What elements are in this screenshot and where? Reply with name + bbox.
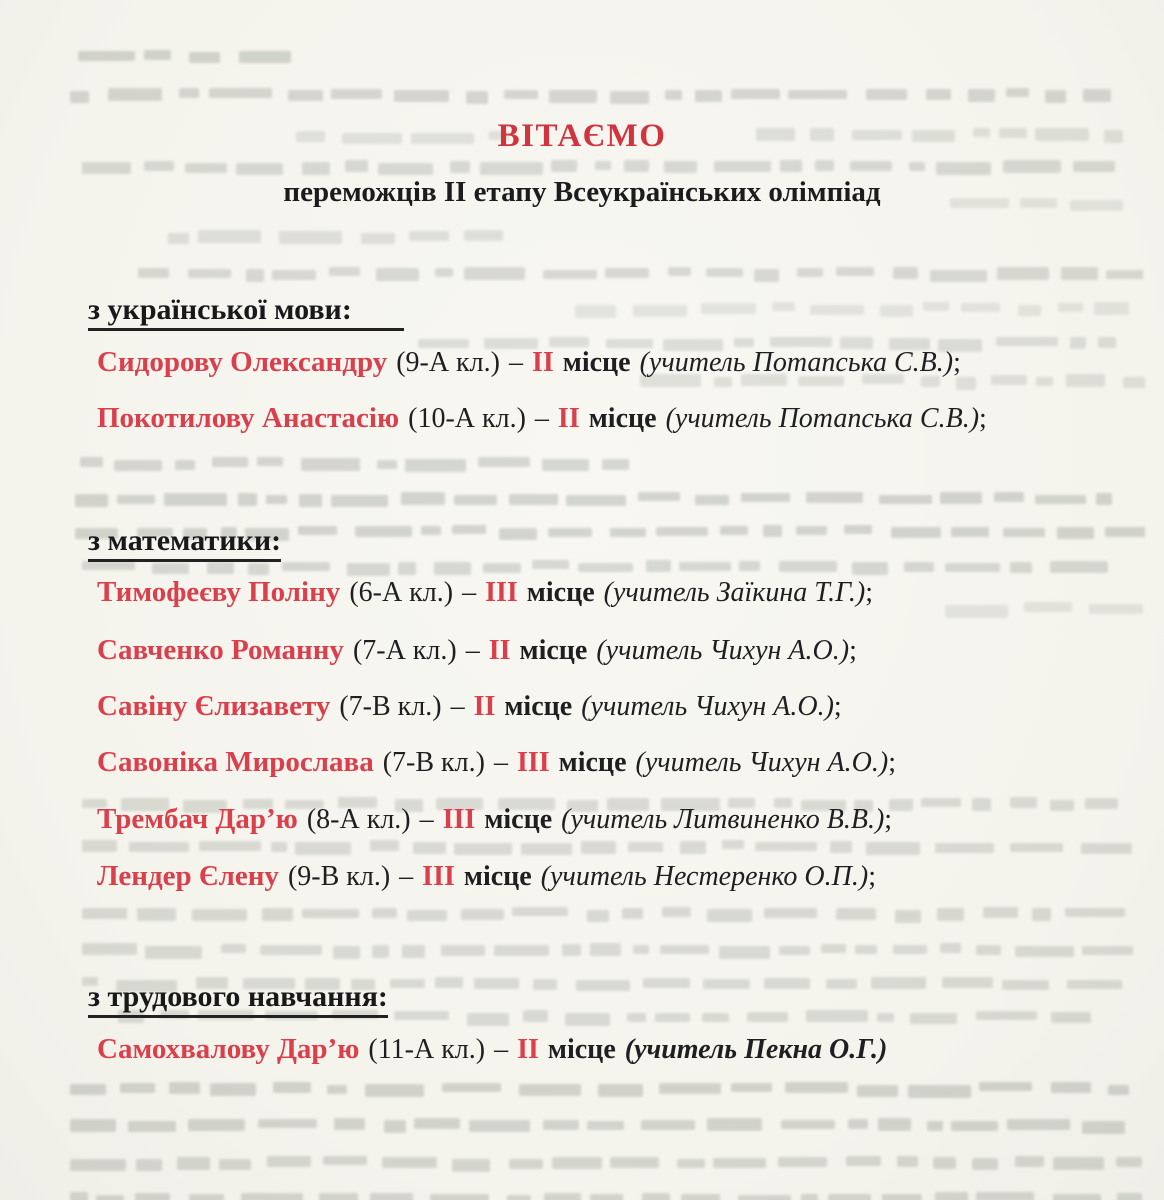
place-numeral: ІІ bbox=[557, 403, 580, 434]
section-heading: з української мови: bbox=[88, 293, 404, 331]
tail-punctuation: ; bbox=[884, 804, 893, 835]
dash: – bbox=[508, 347, 523, 378]
winner-name: Лендер Єлену bbox=[97, 860, 279, 892]
dash: – bbox=[450, 691, 465, 722]
winner-name: Покотилову Анастасію bbox=[97, 402, 400, 434]
place-word: місце bbox=[504, 691, 573, 722]
tail-punctuation: ; bbox=[888, 747, 896, 778]
tail-punctuation: ; bbox=[865, 577, 874, 608]
winner-entry-line bbox=[97, 803, 892, 836]
page-title: ВІТАЄМО bbox=[497, 118, 667, 154]
place-numeral: ІІ bbox=[517, 1034, 539, 1065]
tail-punctuation: ; bbox=[868, 861, 876, 892]
teacher-name: (учитель Пекна О.Г.) bbox=[624, 1034, 888, 1065]
winner-entry-line bbox=[97, 690, 842, 723]
winner-entry-line bbox=[97, 1033, 887, 1066]
dash: – bbox=[399, 861, 414, 892]
dash: – bbox=[419, 804, 434, 835]
section-heading: з математики: bbox=[88, 524, 281, 562]
dash: – bbox=[494, 1034, 509, 1065]
winner-entry-line bbox=[97, 576, 873, 609]
place-numeral: ІІІ bbox=[422, 861, 455, 892]
class-info: (9-В кл.) bbox=[287, 861, 391, 892]
dash: – bbox=[493, 747, 508, 778]
teacher-name: (учитель Нестеренко О.П.) bbox=[540, 861, 869, 892]
place-numeral: ІІІ bbox=[442, 804, 476, 835]
class-info: (8-А кл.) bbox=[306, 804, 411, 835]
tail-punctuation: ; bbox=[833, 691, 842, 722]
teacher-name: (учитель Чихун А.О.) bbox=[596, 635, 850, 666]
winner-entry-line bbox=[97, 860, 876, 893]
winner-name: Савоніка Мирослава bbox=[97, 746, 374, 778]
teacher-name: (учитель Литвиненко В.В.) bbox=[561, 804, 885, 835]
class-info: (9-А кл.) bbox=[396, 347, 500, 378]
teacher-name: (учитель Чихун А.О.) bbox=[635, 747, 889, 778]
place-word: місце bbox=[519, 635, 588, 666]
place-numeral: ІІІ bbox=[485, 577, 518, 608]
winner-entry-line bbox=[97, 634, 857, 667]
place-word: місце bbox=[562, 347, 631, 378]
place-numeral: ІІ bbox=[531, 347, 554, 378]
class-info: (7-В кл.) bbox=[339, 691, 442, 722]
winner-name: Савченко Романну bbox=[97, 634, 344, 666]
teacher-name: (учитель Заїкина Т.Г.) bbox=[603, 577, 866, 608]
place-word: місце bbox=[463, 861, 532, 892]
tail-punctuation: ; bbox=[849, 635, 857, 666]
winner-name: Самохвалову Дар’ю bbox=[97, 1033, 360, 1065]
class-info: (7-А кл.) bbox=[352, 635, 457, 666]
place-numeral: ІІ bbox=[488, 635, 511, 666]
teacher-name: (учитель Чихун А.О.) bbox=[581, 691, 834, 722]
class-info: (6-А кл.) bbox=[349, 577, 454, 608]
class-info: (10-А кл.) bbox=[408, 403, 526, 434]
tail-punctuation: ; bbox=[953, 347, 961, 378]
class-info: (7-В кл.) bbox=[382, 747, 485, 778]
class-info: (11-А кл.) bbox=[368, 1034, 486, 1065]
place-word: місце bbox=[547, 1034, 616, 1065]
dash: – bbox=[462, 577, 477, 608]
place-numeral: ІІІ bbox=[516, 747, 550, 778]
tail-punctuation: ; bbox=[979, 403, 987, 434]
page-subtitle: переможців ІІ етапу Всеукраїнських олімпіад bbox=[283, 176, 881, 208]
dash: – bbox=[534, 403, 549, 434]
winner-name: Савіну Єлизавету bbox=[97, 690, 331, 722]
section-heading: з трудового навчання: bbox=[88, 980, 388, 1018]
place-word: місце bbox=[558, 747, 627, 778]
winner-entry-line bbox=[97, 346, 961, 379]
teacher-name: (учитель Потапська С.В.) bbox=[665, 403, 980, 434]
dash: – bbox=[465, 635, 480, 666]
winner-name: Трембач Дар’ю bbox=[97, 803, 298, 835]
teacher-name: (учитель Потапська С.В.) bbox=[639, 347, 954, 378]
place-word: місце bbox=[526, 577, 595, 608]
place-numeral: ІІ bbox=[473, 691, 496, 722]
winner-name: Сидорову Олександру bbox=[97, 346, 388, 378]
place-word: місце bbox=[484, 804, 553, 835]
place-word: місце bbox=[588, 403, 657, 434]
winner-name: Тимофеєву Поліну bbox=[97, 576, 341, 608]
winner-entry-line bbox=[97, 746, 896, 779]
winner-entry-line bbox=[97, 402, 987, 435]
